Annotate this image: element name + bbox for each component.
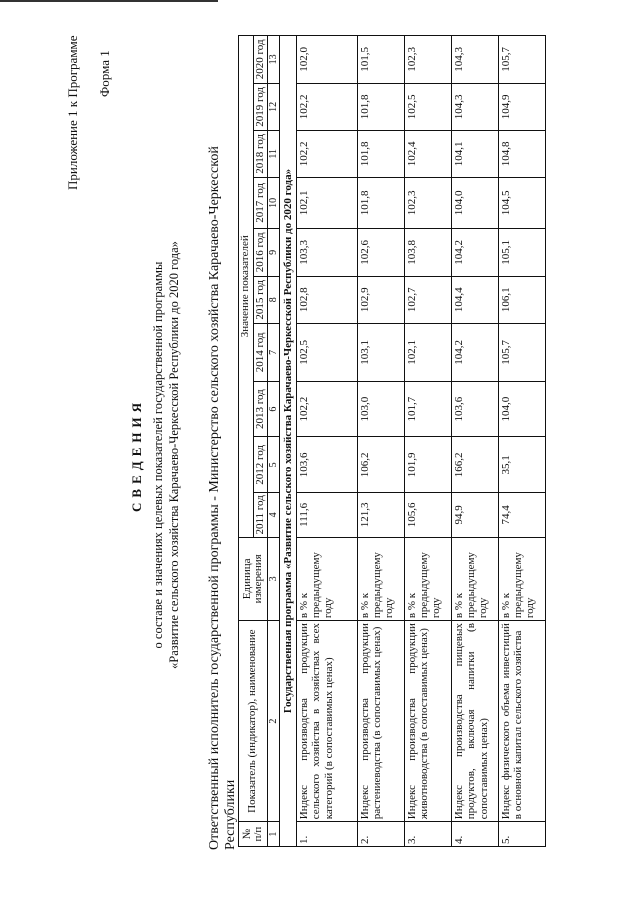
value-cell: 102,7 [405, 276, 452, 323]
value-cell: 104,2 [452, 324, 499, 382]
value-cell: 121,3 [358, 493, 405, 537]
value-cell: 101,5 [358, 36, 405, 84]
value-cell: 102,1 [297, 177, 358, 229]
value-cell: 103,8 [405, 229, 452, 276]
table-row [499, 36, 546, 847]
header-year: 2015 год [253, 276, 268, 323]
section-heading: Государственная программа «Развитие сельского хозяйства Карачаево-Черкесской Республики до 2020 года» [280, 36, 297, 847]
column-number: 3 [268, 537, 280, 621]
unit-cell: в % к предыдущему году [499, 537, 546, 621]
value-cell: 101,8 [358, 83, 405, 130]
value-cell: 103,0 [358, 381, 405, 437]
header-year: 2014 год [253, 324, 268, 382]
row-number: 5. [499, 822, 546, 847]
value-cell: 102,3 [405, 177, 452, 229]
responsible-executor-line1: Ответственный исполнитель государственной программы - Министерство сельского хозяйства Карачаево-Черкесской [207, 146, 222, 850]
value-cell: 102,1 [405, 324, 452, 382]
header-year: 2018 год [253, 131, 268, 177]
value-cell: 105,7 [499, 324, 546, 382]
row-number: 2. [358, 822, 405, 847]
indicator-name: Индекс производства продукции сельского хозяйства в хозяйствах всех категорий (в сопоставимых ценах) [297, 621, 358, 822]
value-cell: 101,8 [358, 131, 405, 177]
table-row [452, 36, 499, 847]
column-number-row [268, 36, 280, 847]
value-cell: 101,9 [405, 437, 452, 493]
indicator-name: Индекс производства продукции растениеводства (в сопоставимых ценах) [358, 621, 405, 822]
indicator-name: Индекс производства продукции животноводства (в сопоставимых ценах) [405, 621, 452, 822]
value-cell: 102,2 [297, 381, 358, 437]
value-cell: 111,6 [297, 493, 358, 537]
column-number: 6 [268, 381, 280, 437]
header-year: 2016 год [253, 229, 268, 276]
header-year: 2013 год [253, 381, 268, 437]
value-cell: 102,2 [297, 83, 358, 130]
value-cell: 103,1 [358, 324, 405, 382]
value-cell: 74,4 [499, 493, 546, 537]
value-cell: 94,9 [452, 493, 499, 537]
row-number: 3. [405, 822, 452, 847]
value-cell: 102,5 [297, 324, 358, 382]
appendix-label: Приложение 1 к Программе [65, 35, 80, 190]
value-cell: 166,2 [452, 437, 499, 493]
column-number: 8 [268, 276, 280, 323]
value-cell: 104,0 [452, 177, 499, 229]
column-number: 13 [268, 36, 280, 84]
indicator-name: Индекс производства пищевых продуктов, включая напитки (в сопоставимых ценах) [452, 621, 499, 822]
document-title: СВЕДЕНИЯ [129, 398, 144, 512]
value-cell: 104,5 [499, 177, 546, 229]
value-cell: 104,3 [452, 83, 499, 130]
header-indicator: Показатель (индикатор), наименование [239, 621, 268, 822]
value-cell: 102,6 [358, 229, 405, 276]
value-cell: 102,5 [405, 83, 452, 130]
column-number: 9 [268, 229, 280, 276]
value-cell: 104,0 [499, 381, 546, 437]
column-number: 4 [268, 493, 280, 537]
document-subtitle-line1: о составе и значениях целевых показателей государственной программы [151, 261, 165, 649]
value-cell: 102,9 [358, 276, 405, 323]
header-year: 2012 год [253, 437, 268, 493]
value-cell: 105,1 [499, 229, 546, 276]
value-cell: 102,4 [405, 131, 452, 177]
unit-cell: в % к предыдущему году [358, 537, 405, 621]
row-number: 1. [297, 822, 358, 847]
value-cell: 103,6 [297, 437, 358, 493]
value-cell: 106,2 [358, 437, 405, 493]
document-subtitle-line2: «Развитие сельского хозяйства Карачаево-Черкесской Республики до 2020 года» [167, 241, 181, 669]
value-cell: 106,1 [499, 276, 546, 323]
value-cell: 104,8 [499, 131, 546, 177]
column-number: 2 [268, 621, 280, 822]
column-number: 12 [268, 83, 280, 130]
value-cell: 104,2 [452, 229, 499, 276]
table-row [358, 36, 405, 847]
value-cell: 104,9 [499, 83, 546, 130]
indicators-table [238, 35, 546, 847]
responsible-executor-line2: Республики [223, 779, 238, 850]
value-cell: 101,7 [405, 381, 452, 437]
value-cell: 104,4 [452, 276, 499, 323]
column-number: 7 [268, 324, 280, 382]
row-number: 4. [452, 822, 499, 847]
value-cell: 105,6 [405, 493, 452, 537]
value-cell: 102,8 [297, 276, 358, 323]
value-cell: 35,1 [499, 437, 546, 493]
unit-cell: в % к предыдущему году [405, 537, 452, 621]
value-cell: 103,3 [297, 229, 358, 276]
table-row [405, 36, 452, 847]
indicator-name: Индекс физического объема инвестиций в основной капитал сельского хозяйства [499, 621, 546, 822]
form-label: Форма 1 [97, 50, 112, 97]
header-year: 2019 год [253, 83, 268, 130]
column-number: 11 [268, 131, 280, 177]
column-number: 1 [268, 822, 280, 847]
value-cell: 103,6 [452, 381, 499, 437]
value-cell: 102,3 [405, 36, 452, 84]
value-cell: 101,8 [358, 177, 405, 229]
column-number: 10 [268, 177, 280, 229]
header-unit: Единица измерения [239, 537, 268, 621]
value-cell: 105,7 [499, 36, 546, 84]
header-year: 2020 год [253, 36, 268, 84]
value-cell: 102,2 [297, 131, 358, 177]
header-no: № п/п [239, 822, 268, 847]
header-values: Значение показателей [239, 36, 254, 538]
table-row [297, 36, 358, 847]
column-number: 5 [268, 437, 280, 493]
unit-cell: в % к предыдущему году [297, 537, 358, 621]
value-cell: 104,3 [452, 36, 499, 84]
value-cell: 102,0 [297, 36, 358, 84]
header-year: 2011 год [253, 493, 268, 537]
value-cell: 104,1 [452, 131, 499, 177]
header-year: 2017 год [253, 177, 268, 229]
unit-cell: в % к предыдущему году [452, 537, 499, 621]
